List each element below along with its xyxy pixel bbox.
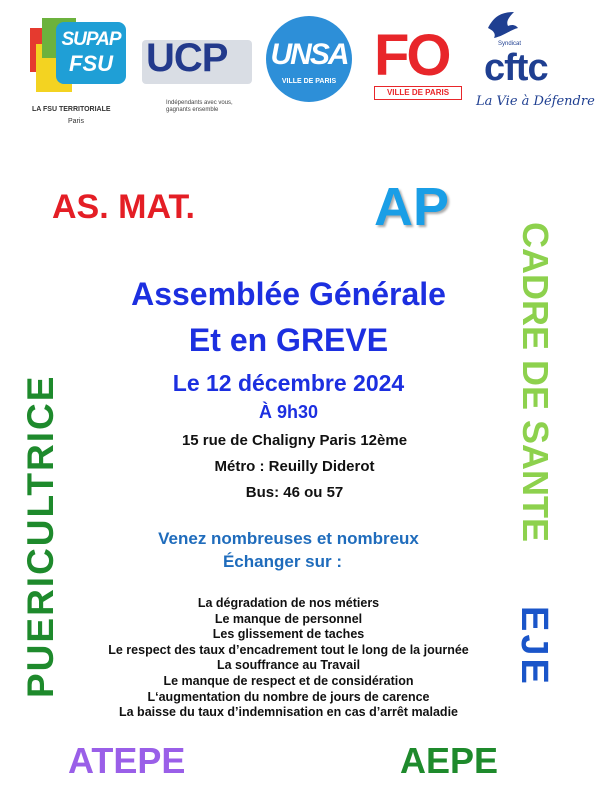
- fo-wordmark: FO: [374, 23, 449, 88]
- fo-city: VILLE DE PARIS: [374, 86, 462, 100]
- list-item: La souffrance au Travail: [216, 658, 361, 673]
- list-item: La baisse du taux d’indemnisation en cas d’arrêt maladie: [119, 705, 458, 720]
- event-metro: Métro : Reuilly Diderot: [214, 458, 375, 475]
- fsu-subtitle: LA FSU TERRITORIALE: [32, 106, 111, 113]
- unsa-wordmark: UNSA: [270, 38, 348, 71]
- fsu-badge: [56, 22, 126, 84]
- topics-list: [0, 596, 577, 721]
- as-mat-label: AS. MAT.: [52, 188, 195, 226]
- eje-label: EJE: [513, 606, 555, 687]
- event-title: Assemblée Générale: [131, 276, 446, 312]
- call-to-action-line2: Échanger sur :: [222, 552, 343, 571]
- fsu-city: Paris: [68, 118, 84, 125]
- list-item: Le manque de respect et de considération: [163, 673, 414, 688]
- atepe-label: ATEPE: [68, 740, 186, 781]
- unsa-city: VILLE DE PARIS: [281, 78, 337, 85]
- cadre-de-sante-label: CADRE DE SANTE: [515, 222, 556, 543]
- cftc-syndicat-label: Syndicat: [498, 41, 522, 47]
- event-time: À 9h30: [258, 402, 319, 422]
- ucp-tagline: Indépendants avec vous, gagnants ensemble: [166, 100, 233, 113]
- list-item: Les glissement de taches: [212, 627, 365, 642]
- list-item: La dégradation de nos métiers: [197, 596, 380, 610]
- cftc-wordmark: cftc: [484, 47, 548, 89]
- list-item: Le manque de personnel: [214, 611, 363, 626]
- unsa-logo: [266, 16, 352, 102]
- puericultrice-label: PUERICULTRICE: [20, 374, 61, 698]
- dove-icon: [484, 10, 520, 40]
- supap-fsu-logo: [30, 14, 126, 130]
- fo-logo: [368, 23, 466, 106]
- cftc-logo: [476, 10, 595, 122]
- ap-label: AP: [374, 177, 450, 237]
- cftc-tagline: La Vie à Défendre: [476, 94, 595, 109]
- event-subtitle: Et en GREVE: [188, 322, 389, 358]
- aepe-label: AEPE: [400, 740, 499, 781]
- event-bus: Bus: 46 ou 57: [245, 484, 344, 501]
- fsu-line1: SUPAP: [61, 29, 121, 50]
- event-date: Le 12 décembre 2024: [172, 370, 405, 396]
- list-item: L‘augmentation du nombre de jours de carence: [147, 689, 430, 704]
- event-address: 15 rue de Chaligny Paris 12ème: [181, 432, 408, 449]
- ucp-logo: [136, 18, 262, 128]
- list-item: Le respect des taux d’encadrement tout le long de la journée: [108, 642, 469, 657]
- ucp-wordmark: UCP: [146, 36, 228, 80]
- fsu-line2: FSU: [69, 51, 113, 76]
- call-to-action-line1: Venez nombreuses et nombreux: [158, 529, 419, 548]
